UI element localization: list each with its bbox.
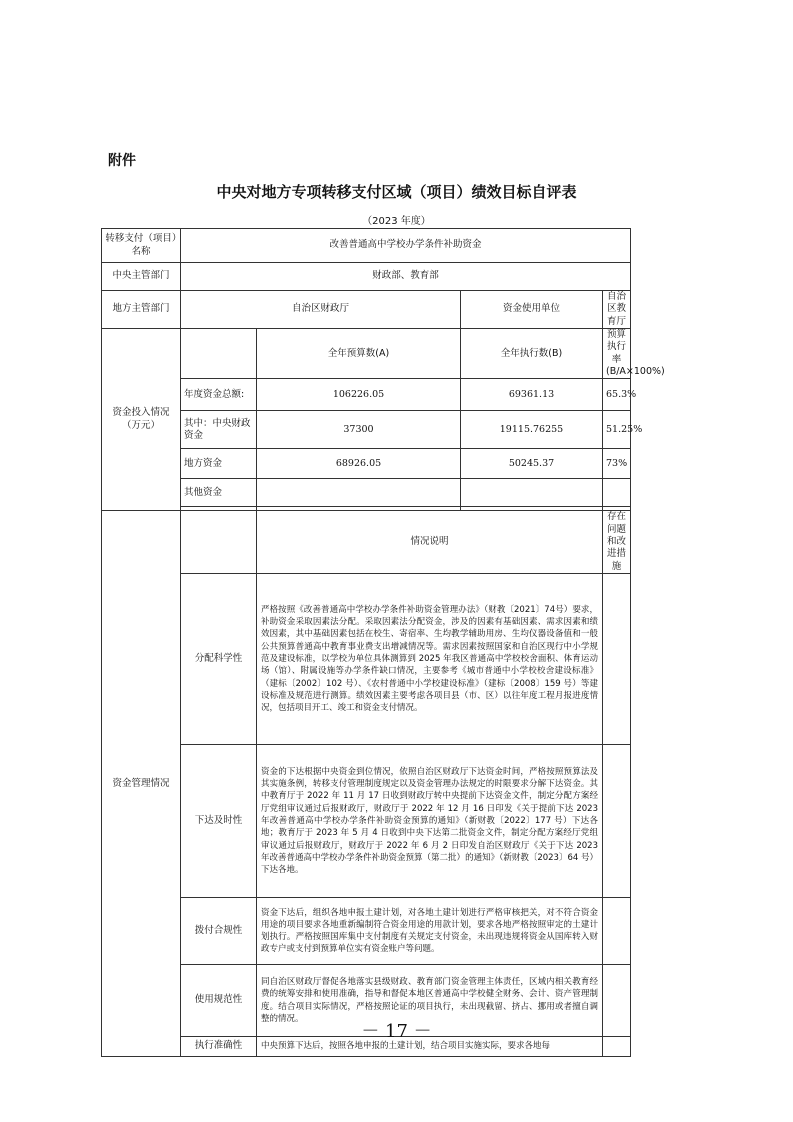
- local-dept-value: 自治区财政厅: [181, 291, 461, 329]
- funding-row: [102, 449, 631, 479]
- central-dept-label: 中央主管部门: [102, 263, 181, 291]
- fund-user-value: 自治区教育厅: [603, 291, 631, 329]
- management-item-label: 使用规范性: [181, 965, 257, 1037]
- funding-row: [102, 379, 631, 411]
- description-header: 情况说明: [257, 511, 603, 574]
- funding-budget: 68926.05: [257, 449, 461, 479]
- funding-row: [102, 411, 631, 449]
- management-item-issues: [603, 898, 631, 965]
- funding-header-row: [102, 329, 631, 379]
- attachment-label: 附件: [108, 153, 136, 169]
- funding-budget: 106226.05: [257, 379, 461, 411]
- project-name-value: 改善普通高中学校办学条件补助资金: [181, 229, 631, 263]
- management-item-text: 资金的下达根据中央资金到位情况，依照自治区财政厅下达资金时间，严格按照预算法及其实施条例，转移支付管理制度规定以及资金管理办法规定的时限要求分解下达资金。其中教育厅于 2022 年 11 月 17 日收到财政厅转中央提前下达资金文件，制定分配方案经厅党组审议通过后报财政厅，财政厅于 2022 年 12 月 16 日印发《关于提前下达 2023 年改善普通高中学校办学条件补助资金预算的通知》（新财教〔2022〕177 号）下达各地；教育厅于 2023 年 5 月 4 日收到中央下达第二批资金文件，制定分配方案经厅党组审议通过后报财政厅，财政厅于 2022 年 6 月 2 日印发自治区财政厅《关于下达 2023 年改善普通高中学校办学条件补助资金预算（第二批）的通知》（新财教〔2023〕64 号）下达各地。: [257, 745, 603, 898]
- management-item-label: 分配科学性: [181, 574, 257, 745]
- management-item-label: 执行准确性: [181, 1037, 257, 1057]
- management-row: [102, 574, 631, 745]
- funding-item-label: 地方资金: [181, 449, 257, 479]
- funding-exec: 50245.37: [461, 449, 603, 479]
- row-local-dept: [102, 291, 631, 329]
- local-dept-label: 地方主管部门: [102, 291, 181, 329]
- central-dept-value: 财政部、教育部: [181, 263, 631, 291]
- management-item-text: 同自治区财政厅督促各地落实县级财政、教育部门资金管理主体责任，区域内相关教育经费的统筹安排和使用准确，指导和督促本地区普通高中学校健全财务、会计、资产管理制度。结合项目实际情况，严格按照论证的项目执行，未出现截留、挤占、挪用或者擅自调整的情况。: [257, 965, 603, 1037]
- budget-header: 全年预算数(A): [257, 329, 461, 379]
- management-item-label: 下达及时性: [181, 745, 257, 898]
- funding-header-blank: [181, 329, 257, 379]
- evaluation-table: [101, 228, 665, 1057]
- funding-rate: 73%: [603, 449, 631, 479]
- funding-rate: [603, 479, 631, 507]
- funding-item-label: 年度资金总额:: [181, 379, 257, 411]
- exec-header: 全年执行数(B): [461, 329, 603, 379]
- funding-item-label: 其中：中央财政资金: [181, 411, 257, 449]
- page-number: － 17 －: [361, 1021, 432, 1042]
- rate-header: 预算执行率(B/A×100%): [603, 329, 631, 379]
- funding-rate: 65.3%: [603, 379, 631, 411]
- management-row: [102, 898, 631, 965]
- row-central-dept: [102, 263, 631, 291]
- management-item-text: 严格按照《改善普通高中学校办学条件补助资金管理办法》（财教〔2021〕74号）要求，补助资金采取因素法分配。采取因素法分配资金，涉及的因素有基础因素、需求因素和绩效因素，其中基础因素包括在校生、寄宿率、生均教学辅助用房、生均仪器设备值和一般公共预算普通高中教育事业费支出增减情况等。需求因素按照国家和自治区现行中小学规范及建设标准，以学校为单位具体测算到 2025 年我区普通高中学校校舍面积、体育运动场（馆）、附属设施等办学条件缺口情况，主要参考《城市普通中小学校校舍建设标准》（建标〔2002〕102 号）、《农村普通中小学校建设标准》（建标〔2008〕159 号）等建设标准及规范进行测算。绩效因素主要考虑各项目县（市、区）以往年度工程月报进度情况，包括项目开工、竣工和资金支付情况。: [257, 574, 603, 745]
- management-item-issues: [603, 745, 631, 898]
- issues-header: 存在问题和改进措施: [603, 511, 631, 574]
- management-header-blank: [181, 511, 257, 574]
- management-section-label: 资金管理情况: [102, 511, 181, 1057]
- management-item-text: 中央预算下达后，按照各地申报的土建计划，结合项目实施实际，要求各地每: [257, 1037, 603, 1057]
- funding-exec: 19115.76255: [461, 411, 603, 449]
- management-item-text: 资金下达后，组织各地申报土建计划，对各地土建计划进行严格审核把关，对不符合资金用途的项目要求各地重新编制符合资金用途的用款计划，要求各地严格按照审定的土建计划执行。严格按照国库集中支付制度有关规定支付资金，未出现违规将资金从国库转入财政专户或支付到预算单位实有资金账户等问题。: [257, 898, 603, 965]
- funding-section-label: 资金投入情况（万元）: [102, 329, 181, 511]
- management-header-row: [102, 511, 631, 574]
- funding-exec: [461, 479, 603, 507]
- project-name-label: 转移支付（项目）名称: [102, 229, 181, 263]
- funding-exec: 69361.13: [461, 379, 603, 411]
- management-item-label: 拨付合规性: [181, 898, 257, 965]
- funding-budget: 37300: [257, 411, 461, 449]
- fund-user-label: 资金使用单位: [461, 291, 603, 329]
- funding-row: [102, 479, 631, 507]
- funding-rate: 51.25%: [603, 411, 631, 449]
- funding-budget: [257, 479, 461, 507]
- management-row: [102, 745, 631, 898]
- funding-item-label: 其他资金: [181, 479, 257, 507]
- fiscal-year: （2023 年度）: [362, 216, 431, 227]
- row-project-name: [102, 229, 631, 263]
- management-item-issues: [603, 574, 631, 745]
- page-title: 中央对地方专项转移支付区域（项目）绩效目标自评表: [216, 183, 577, 201]
